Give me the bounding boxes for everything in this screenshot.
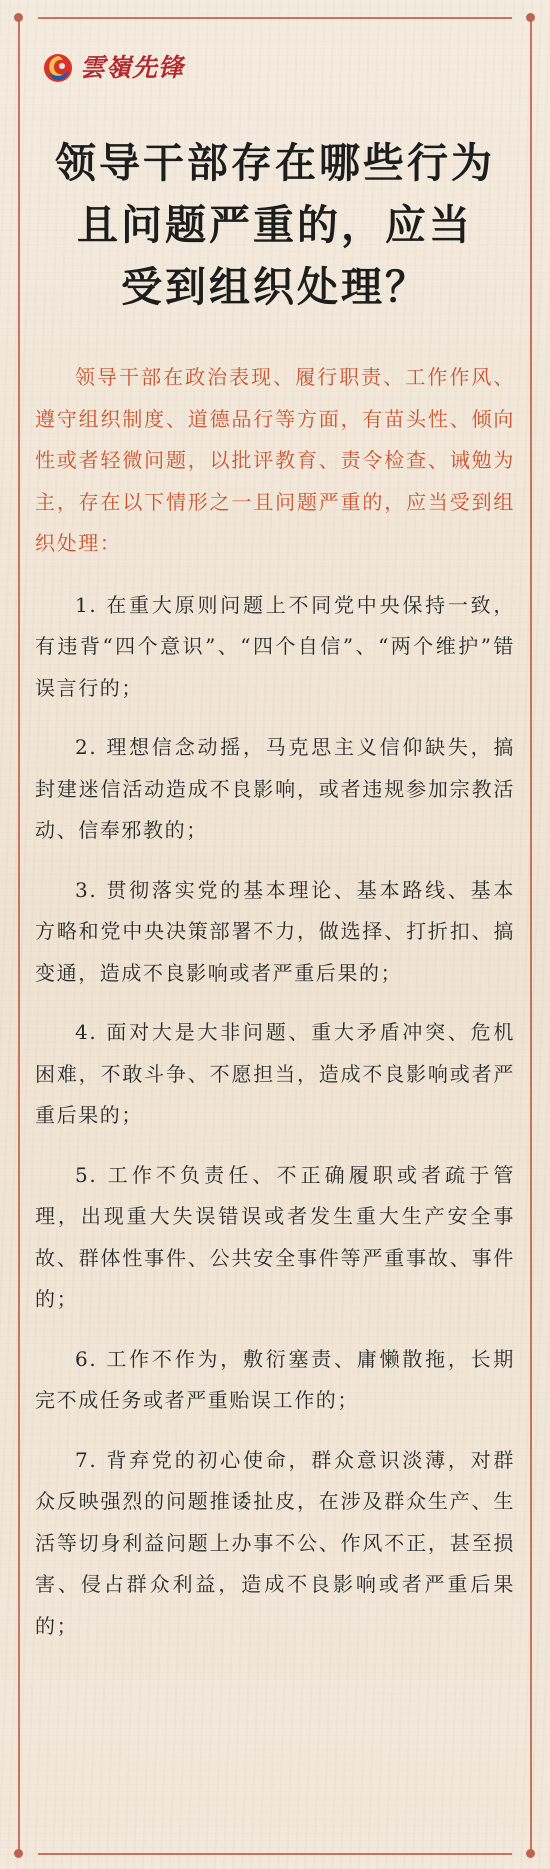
frame-bottom-line — [38, 1853, 512, 1855]
list-item-5: 5. 工作不负责任、不正确履职或者疏于管理，出现重大失误错误或者发生重大生产安全事故、群体性事件、公共安全事件等严重事故、事件的； — [35, 1162, 515, 1311]
frame-right-line — [530, 17, 532, 1853]
brand-logo — [42, 48, 184, 88]
page-title — [30, 132, 520, 318]
corner-dot-top-left — [14, 13, 23, 22]
brand-logo-text: 雲嶺先锋 — [80, 53, 185, 82]
corner-dot-top-right — [526, 13, 535, 22]
yunling-swirl-logo-icon — [42, 52, 74, 84]
list-item-3: 3. 贯彻落实党的基本理论、基本路线、基本方略和党中央决策部署不力，做选择、打折扣、搞变通，造成不良影响或者严重后果的； — [35, 877, 515, 985]
corner-dot-bottom-right — [526, 1849, 535, 1858]
intro-paragraph: 领导干部在政治表现、履行职责、工作作风、遵守组织制度、道德品行等方面，有苗头性、倾向性或者轻微问题，以批评教育、责令检查、诫勉为主，存在以下情形之一且问题严重的，应当受到组织处理： — [35, 365, 515, 555]
list-item-1: 1. 在重大原则问题上不同党中央保持一致，有违背“四个意识”、“四个自信”、“两个维护”错误言行的； — [35, 592, 515, 700]
list-item-6: 6. 工作不作为，敷衍塞责、庸懒散拖，长期完不成任务或者严重贻误工作的； — [35, 1346, 515, 1412]
corner-dot-bottom-left — [14, 1849, 23, 1858]
frame-left-line — [18, 17, 20, 1853]
list-item-7: 7. 背弃党的初心使命，群众意识淡薄，对群众反映强烈的问题推诿扯皮，在涉及群众生产、生活等切身利益问题上办事不公、作风不正，甚至损害、侵占群众利益，造成不良影响或者严重后果的； — [35, 1447, 515, 1638]
title-line-2: 且问题严重的，应当 — [77, 201, 473, 249]
article-body — [35, 357, 515, 1665]
frame-top-line — [38, 17, 512, 19]
list-item-4: 4. 面对大是大非问题、重大矛盾冲突、危机困难，不敢斗争、不愿担当，造成不良影响或者严重后果的； — [35, 1020, 515, 1127]
title-line-1: 领导干部存在哪些行为 — [55, 139, 495, 187]
list-item-2: 2. 理想信念动摇，马克思主义信仰缺失，搞封建迷信活动造成不良影响，或者违规参加宗教活动、信奉邪教的； — [35, 735, 515, 842]
title-line-3: 受到组织处理？ — [121, 263, 429, 311]
